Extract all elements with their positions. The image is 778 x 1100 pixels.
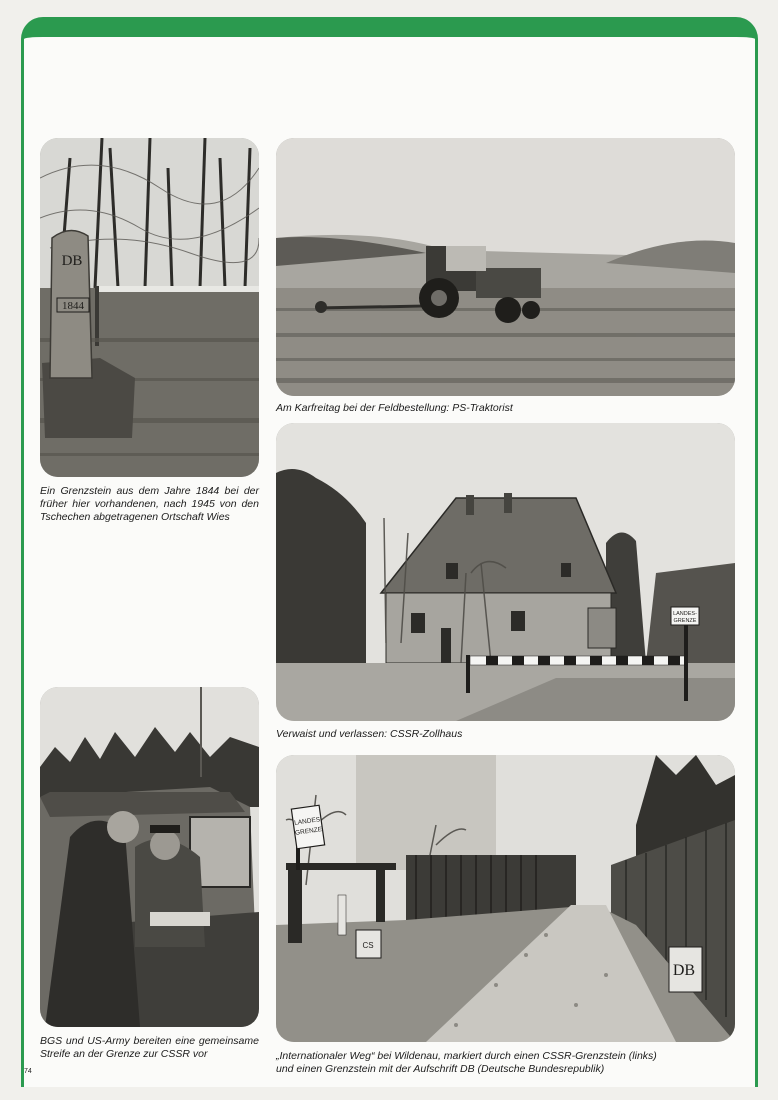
road-sign-line-2: GRENZE (294, 826, 323, 837)
caption-border-stone: Ein Grenzstein aus dem Jahre 1844 bei der früher hier vorhandenen, nach 1945 von den Tschechen abgetragenen Ortschaft Wies (40, 485, 259, 523)
road-sign-line-1: LANDES (293, 816, 321, 827)
tractor-image (276, 138, 735, 396)
photo-international-road (276, 755, 735, 1042)
international-road-image (276, 755, 735, 1042)
page-number: 74 (24, 1068, 32, 1075)
photo-patrol (40, 687, 259, 1027)
border-stone-image (40, 138, 259, 477)
caption-customs-house: Verwaist und verlassen: CSSR-Zollhaus (276, 728, 463, 740)
caption-road-line-1: „Internationaler Weg“ bei Wildenau, markiert durch einen CSSR-Grenzstein (links) (276, 1050, 657, 1062)
caption-road-line-2: und einen Grenzstein mit der Aufschrift DB (Deutsche Bundesrepublik) (276, 1063, 605, 1075)
photo-customs-house (276, 423, 735, 721)
caption-patrol: BGS und US-Army bereiten eine gemeinsame Streife an der Grenze zur CSSR vor (40, 1035, 259, 1060)
photo-border-stone (40, 138, 259, 477)
photo-tractor (276, 138, 735, 396)
patrol-image (40, 687, 259, 1027)
stone-inscription-year: 1844 (62, 300, 84, 312)
customs-house-image (276, 423, 735, 721)
caption-international-road (276, 1050, 735, 1076)
border-sign-line-2: GRENZE (673, 618, 697, 624)
czech-border-stone-inscription: CS (362, 941, 374, 950)
caption-tractor: Am Karfreitag bei der Feldbestellung: PS-Traktorist (276, 402, 513, 414)
border-sign-line-1: LANDES- (673, 611, 697, 617)
stone-inscription-db: DB (61, 253, 83, 269)
german-border-stone-inscription: DB (672, 962, 696, 979)
